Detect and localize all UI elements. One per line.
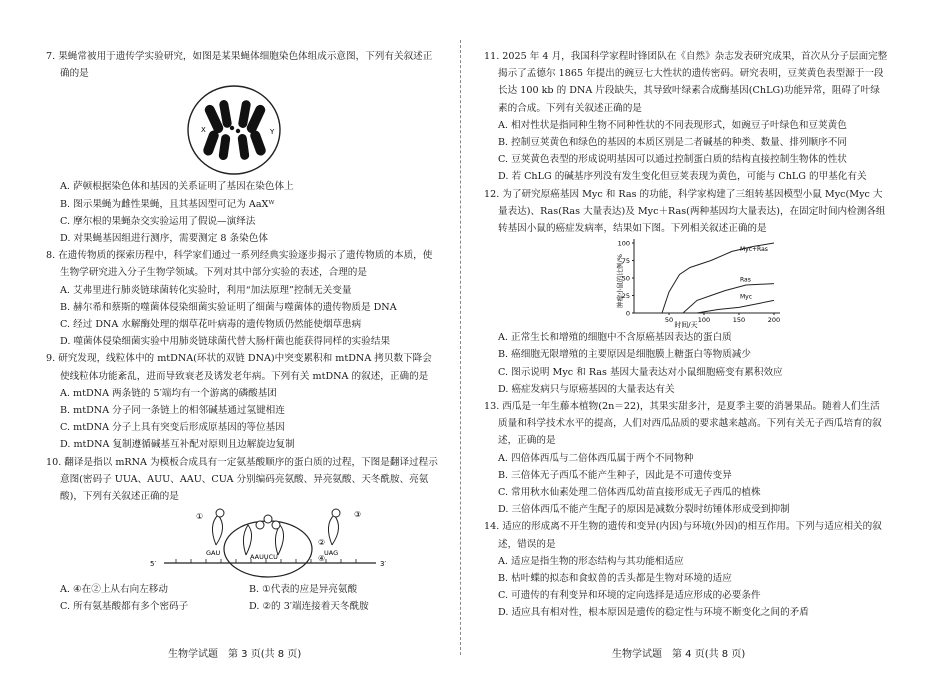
label-4: ④: [318, 554, 326, 564]
q12-chart: [484, 237, 888, 329]
chart-y-tick-label: 0: [625, 309, 630, 318]
q13-option-b[interactable]: B. 三倍体无子西瓜不能产生种子，因此是不可遗传变异: [498, 469, 732, 481]
q10-option-b[interactable]: B. ①代表的应是异亮氨酸: [249, 584, 358, 596]
q11-option-d[interactable]: D. 若 ChLG 的碱基序列没有发生变化但豆荚表现为黄色，可能与 ChLG 的甲基化有关: [498, 171, 867, 183]
q8-option-c[interactable]: C. 经过 DNA 水解酶处理的烟草花叶病毒的遗传物质仍然能使烟草患病: [60, 319, 362, 331]
chart-series-label-0: Myc+Ras: [740, 246, 768, 254]
q11-stem: 11. 2025 年 4 月，我国科学家程时锋团队在《自然》杂志发表研究成果，首次从分子层面完整揭示了孟德尔 1865 年提出的豌豆七大性状的遗传密码。研究表明，豆荚黄色表型源于一段长达 100 kb 的 DNA 片段缺失，其导致叶绿素合成酶基因(ChLG)功能异常，阻碍了叶绿素的合成。下列有关叙述正确的是: [484, 51, 888, 114]
q14-stem: 14. 适应的形成离不开生物的遗传和变异(内因)与环境(外因)的相互作用。下列与适应相关的叙述，错误的是: [484, 521, 882, 550]
chart-series-label-1: Ras: [740, 276, 751, 284]
q13-stem: 13. 西瓜是一年生藤本植物(2n＝22)，其果实甜多汁，是夏季主要的消暑果品。随着人们生活质量和科学技术水平的提高，人们对西瓜品质的要求越来越高。下列有关无子西瓜培育的叙述，正确的是: [484, 401, 882, 447]
chart-x-label: 时间/天: [674, 321, 698, 330]
q7-option-b[interactable]: B. 图示果蝇为雌性果蝇，且其基因型可记为 AaXᵂ: [60, 198, 275, 210]
q8-stem: 8. 在遗传物质的探索历程中，科学家们通过一系列经典实验逐步揭示了遗传物质的本质，使生物学研究进入分子生物学领域。下列对其中部分实验的表述，合理的是: [46, 250, 433, 279]
q8-option-b[interactable]: B. 赫尔希和蔡斯的噬菌体侵染细菌实验证明了细菌与噬菌体的遗传物质是 DNA: [60, 301, 397, 313]
q11-option-a[interactable]: A. 相对性状是指同种生物不同种性状的不同表现形式，如豌豆子叶绿色和豆荚黄色: [498, 119, 847, 131]
question-8: [46, 247, 438, 350]
three-prime-label: 3′: [380, 560, 387, 569]
q7-figure: [46, 82, 438, 178]
q14-option-a[interactable]: A. 适应是指生物的形态结构与其功能相适应: [498, 555, 684, 567]
q10-stem: 10. 翻译是指以 mRNA 为模板合成具有一定氨基酸顺序的蛋白质的过程，下图是翻译过程示意图(密码子 UUA、AUU、AAU、CUA 分别编码亮氨酸、异亮氨酸、天冬酰胺、亮氨酸)，下列有关叙述正确的是: [46, 456, 438, 503]
chart-y-tick-label: 50: [621, 274, 630, 283]
q11-option-c[interactable]: C. 豆荚黄色表型的形成说明基因可以通过控制蛋白质的结构直接控制生物体的性状: [498, 154, 847, 166]
codon-mid-label: AAUUCU: [250, 553, 278, 562]
q12-option-c[interactable]: C. 图示说明 Myc 和 Ras 基因大量表达对小鼠细胞癌变有累积效应: [498, 366, 783, 378]
fly-chromosome-diagram: [46, 82, 438, 178]
q7-stem: 7. 果蝇常被用于遗传学实验研究，如图是某果蝇体细胞染色体组成示意图，下列有关叙述正确的是: [46, 51, 433, 80]
q14-option-c[interactable]: C. 可遗传的有利变异和环境的定向选择是适应形成的必要条件: [498, 590, 761, 602]
chart-series-line-0: [634, 243, 774, 313]
q9-stem: 9. 研究发现，线粒体中的 mtDNA(环状的双链 DNA)中突变累积和 mtDNA 拷贝数下降会使线粒体功能紊乱，进而导致衰老及诱发老年病。下列有关 mtDNA 的叙述，正确的是: [46, 353, 432, 382]
q14-option-b[interactable]: B. 枯叶蝶的拟态和食蚁兽的舌头都是生物对环境的适应: [498, 573, 732, 585]
chart-y-label: 肿瘤小鼠的比例/%: [616, 254, 624, 309]
codon-left-label: GAU: [206, 549, 221, 558]
translation-diagram: [46, 505, 438, 581]
chart-series-label-2: Myc: [740, 293, 753, 301]
q9-option-d[interactable]: D. mtDNA 复制遵循碱基互补配对原则且边解旋边复制: [60, 439, 295, 451]
chart-series-line-1: [634, 284, 774, 313]
q10-figure: [46, 505, 438, 581]
chart-y-tick-label: 75: [621, 257, 630, 266]
q10-options-row2: [46, 598, 438, 615]
question-9: [46, 350, 438, 453]
q10-option-a[interactable]: A. ④在②上从右向左移动: [60, 584, 168, 596]
tumor-incidence-chart: [484, 237, 888, 329]
q9-option-c[interactable]: C. mtDNA 分子上具有突变后形成原基因的等位基因: [60, 422, 285, 434]
q12-option-d[interactable]: D. 癌症发病只与原癌基因的大量表达有关: [498, 383, 675, 395]
y-chromosome-label: Y: [270, 128, 275, 137]
chart-x-tick-label: 150: [732, 316, 746, 325]
question-14: [484, 518, 888, 621]
question-7: [46, 48, 438, 247]
q10-option-d[interactable]: D. ②的 3′端连接着天冬酰胺: [249, 601, 369, 613]
q13-option-d[interactable]: D. 三倍体西瓜不能产生配子的原因是减数分裂时纺锤体形成受到抑制: [498, 504, 790, 516]
q12-stem: 12. 为了研究原癌基因 Myc 和 Ras 的功能，科学家构建了三组转基因模型小鼠 Myc(Myc 大量表达)、Ras(Ras 大量表达)及 Myc＋Ras(两种基因均大量表达)，在固定时间内检测各组转基因小鼠的癌症发病率，结果如下图。下列相关叙述正确的是: [484, 188, 886, 235]
question-13: [484, 398, 888, 518]
chart-x-tick-label: 200: [767, 316, 781, 325]
chart-y-tick-label: 100: [617, 239, 630, 248]
codon-right-label: UAG: [324, 549, 339, 558]
q7-option-c[interactable]: C. 摩尔根的果蝇杂交实验运用了假说—演绎法: [60, 215, 256, 227]
label-1: ①: [196, 512, 204, 522]
chart-series-line-2: [634, 301, 774, 314]
question-10: [46, 454, 438, 616]
chart-x-tick-label: 100: [697, 316, 711, 325]
q10-options-row1: [46, 581, 438, 598]
q10-option-c[interactable]: C. 所有氨基酸都有多个密码子: [60, 601, 189, 613]
q14-option-d[interactable]: D. 适应具有相对性，根本原因是遗传的稳定性与环境不断变化之间的矛盾: [498, 607, 809, 619]
chart-y-tick-label: 25: [621, 292, 630, 301]
q9-option-a[interactable]: A. mtDNA 两条链的 5′端均有一个游离的磷酸基团: [60, 387, 277, 399]
q8-option-a[interactable]: A. 艾弗里进行肺炎链球菌转化实验时，利用“加法原理”控制无关变量: [60, 284, 352, 296]
q7-option-d[interactable]: D. 对果蝇基因组进行测序，需要测定 8 条染色体: [60, 233, 268, 245]
q9-option-b[interactable]: B. mtDNA 分子同一条链上的相邻碱基通过氢键相连: [60, 405, 285, 417]
q13-option-c[interactable]: C. 常用秋水仙素处理二倍体西瓜幼苗直接形成无子西瓜的植株: [498, 487, 761, 499]
question-12: [484, 186, 888, 398]
label-2: ②: [318, 538, 326, 548]
column-divider: [460, 40, 461, 655]
q7-option-a[interactable]: A. 萨顿根据染色体和基因的关系证明了基因在染色体上: [60, 181, 294, 193]
q13-option-a[interactable]: A. 四倍体西瓜与二倍体西瓜属于两个不同物种: [498, 452, 694, 464]
left-footer: 生物学试题 第 3 页(共 8 页): [168, 649, 302, 660]
q12-option-b[interactable]: B. 癌细胞无限增殖的主要原因是细胞膜上糖蛋白等物质减少: [498, 349, 751, 361]
label-3: ③: [354, 510, 362, 520]
five-prime-label: 5′: [150, 560, 157, 569]
right-footer: 生物学试题 第 4 页(共 8 页): [612, 649, 746, 660]
q11-option-b[interactable]: B. 控制豆荚黄色和绿色的基因的本质区别是二者碱基的种类、数量、排列顺序不同: [498, 137, 847, 149]
question-11: [484, 48, 888, 186]
left-column: [46, 48, 438, 616]
x-chromosome-label: X: [201, 126, 206, 135]
q12-option-a[interactable]: A. 正常生长和增殖的细胞中不含原癌基因表达的蛋白质: [498, 332, 732, 344]
chart-x-tick-label: 50: [664, 316, 674, 325]
right-column: [484, 48, 888, 622]
q8-option-d[interactable]: D. 噬菌体侵染细菌实验中用肺炎链球菌代替大肠杆菌也能获得同样的实验结果: [60, 336, 391, 348]
